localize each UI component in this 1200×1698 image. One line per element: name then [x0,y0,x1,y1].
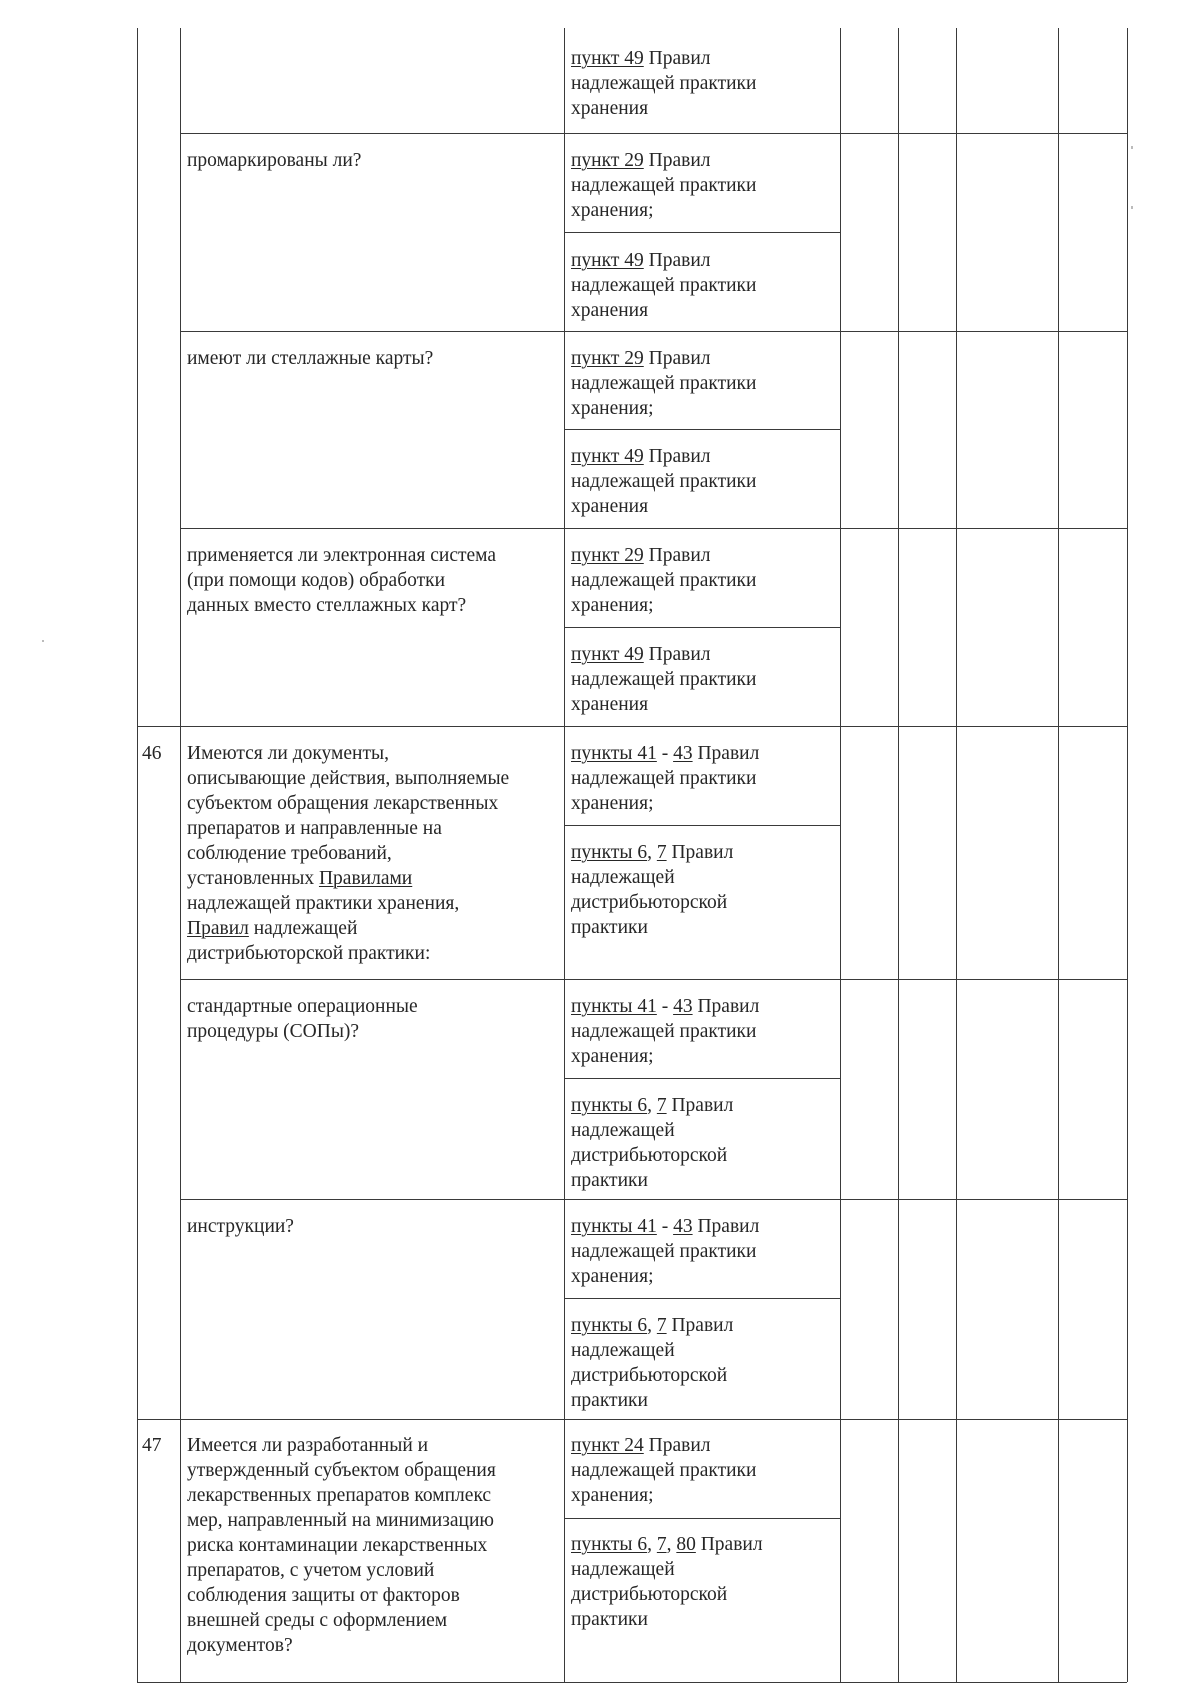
table-border-right [1127,28,1128,1682]
text-segment: препаратов, с учетом условий [187,1560,435,1581]
text-segment: надлежащей практики [571,768,757,789]
text-segment: Правил [692,996,760,1017]
row-separator [180,1199,1127,1200]
question-text-line [187,791,498,816]
row-separator [137,726,1127,727]
column-divider-check-3 [1058,28,1059,1682]
text-segment: хранения; [571,1485,654,1506]
text-segment: , [647,1095,657,1116]
text-segment: дистрибьюторской [571,1365,728,1386]
reference-separator [564,627,840,628]
reference-link[interactable]: 43 [673,996,693,1017]
text-segment: хранения; [571,595,654,616]
text-segment: Правил [692,743,760,764]
reference-separator [564,429,840,430]
question-text-line [187,1458,496,1483]
text-segment: надлежащей практики [571,570,757,591]
reference-text-line [571,1582,727,1607]
question-text-line [187,346,433,371]
reference-text-line [571,469,756,494]
reference-text-line [571,396,654,421]
reference-text-line [571,1313,733,1338]
reference-text-line [571,1363,727,1388]
text-segment: соблюдение требований, [187,843,392,864]
text-segment: утвержденный субъектом обращения [187,1460,496,1481]
text-segment: , [647,842,657,863]
text-segment: надлежащей [571,1559,675,1580]
reference-text-line [571,543,711,568]
question-text-line [187,941,430,966]
reference-link[interactable]: пункт 49 [571,250,644,271]
reference-text-line [571,46,711,71]
text-segment: - [656,743,674,764]
question-text-line [187,593,466,618]
row-separator [180,979,1127,980]
text-segment: хранения [571,98,649,119]
column-divider-question [564,28,565,1682]
reference-text-line [571,1483,654,1508]
reference-text-line [571,667,756,692]
text-segment: , [647,1534,657,1555]
reference-separator [564,1518,840,1519]
text-segment: соблюдения защиты от факторов [187,1585,460,1606]
text-segment: Правил [643,1435,711,1456]
text-segment: Правил [643,545,711,566]
question-text-line [187,741,389,766]
text-segment: дистрибьюторской [571,1145,728,1166]
reference-text-line [571,994,759,1019]
text-segment: хранения [571,496,649,517]
reference-text-line [571,890,727,915]
question-text-line [187,916,357,941]
question-text-line [187,891,459,916]
text-segment: Имеется ли разработанный и [187,1435,429,1456]
text-segment: препаратов и направленные на [187,818,442,839]
reference-text-line [571,371,756,396]
text-segment: Правил [666,1095,734,1116]
row-number: 46 [142,743,162,764]
text-segment: инструкции? [187,1216,294,1237]
question-text-line [187,1508,494,1533]
text-segment: хранения [571,300,649,321]
text-segment: практики [571,1609,648,1630]
reference-link[interactable]: 43 [673,1216,693,1237]
question-text-line [187,568,445,593]
question-text-line [187,1533,487,1558]
reference-link[interactable]: пункты 6 [571,1315,648,1336]
text-segment: хранения; [571,793,654,814]
text-segment: надлежащей практики [571,1021,757,1042]
text-segment: Имеются ли документы, [187,743,389,764]
question-text-line [187,841,392,866]
text-segment: практики [571,1390,648,1411]
question-text-line [187,766,509,791]
question-text-line [187,1558,434,1583]
reference-text-line [571,1239,756,1264]
question-text-line [187,1433,428,1458]
text-segment: имеют ли стеллажные карты? [187,348,434,369]
reference-text-line [571,741,759,766]
reference-link[interactable]: пункт 49 [571,48,644,69]
column-divider-reference [840,28,841,1682]
text-segment: - [656,1216,674,1237]
reference-separator [564,825,840,826]
text-segment: Правил [643,348,711,369]
reference-text-line [571,1093,733,1118]
reference-text-line [571,71,756,96]
reference-link[interactable]: 7 [656,1095,667,1116]
scan-speck [1131,206,1133,209]
reference-link[interactable]: пункт 49 [571,446,644,467]
reference-text-line [571,346,711,371]
reference-text-line [571,766,756,791]
reference-link[interactable]: 7 [656,842,667,863]
reference-text-line [571,642,711,667]
question-text-line [187,994,418,1019]
text-segment: , [666,1534,677,1555]
text-segment: (при помощи кодов) обработки [187,570,446,591]
reference-text-line [571,298,648,323]
text-segment: надлежащей практики [571,73,757,94]
text-segment: применяется ли электронная система [187,545,497,566]
text-segment: Правил [643,48,711,69]
text-segment: описывающие действия, выполняемые [187,768,510,789]
text-segment: данных вместо стеллажных карт? [187,595,467,616]
column-divider-check-2 [956,28,957,1682]
text-segment: надлежащей практики [571,275,757,296]
text-segment: хранения; [571,200,654,221]
scan-speck [1131,146,1133,149]
reference-text-line [571,840,733,865]
reference-text-line [571,96,648,121]
reference-text-line [571,148,711,173]
reference-text-line [571,1338,675,1363]
text-segment: хранения; [571,1266,654,1287]
text-segment: документов? [187,1635,293,1656]
text-segment: хранения; [571,1046,654,1067]
text-segment: дистрибьюторской практики: [187,943,431,964]
text-segment: Правил [643,446,711,467]
text-segment: субъектом обращения лекарственных [187,793,499,814]
reference-link[interactable]: 80 [676,1534,696,1555]
question-text-line [187,1214,294,1239]
text-segment: надлежащей практики [571,373,757,394]
reference-text-line [571,1433,711,1458]
reference-text-line [571,1388,648,1413]
text-segment: Правил [695,1534,763,1555]
reference-link[interactable]: Правилами [318,868,413,889]
reference-text-line [571,198,654,223]
reference-link[interactable]: пункт 29 [571,348,644,369]
row-number: 47 [142,1435,162,1456]
row-separator [180,133,1127,134]
reference-text-line [571,1044,654,1069]
reference-link[interactable]: 43 [673,743,693,764]
question-text-line [187,1483,491,1508]
reference-link[interactable]: пункты 41 [571,996,657,1017]
text-segment: промаркированы ли? [187,150,362,171]
question-text-line [187,543,496,568]
text-segment: хранения [571,694,649,715]
reference-text-line [571,1532,763,1557]
reference-link[interactable]: пункт 29 [571,150,644,171]
reference-link[interactable]: пункт 24 [571,1435,644,1456]
text-segment: Правил [692,1216,760,1237]
reference-text-line [571,1607,648,1632]
question-text-line [187,1633,293,1658]
text-segment: практики [571,917,648,938]
text-segment: надлежащей практики [571,1241,757,1262]
text-segment: надлежащей практики [571,669,757,690]
text-segment: надлежащей [571,1120,675,1141]
text-segment: надлежащей практики [571,471,757,492]
row-separator [180,528,1127,529]
reference-text-line [571,915,648,940]
reference-text-line [571,273,756,298]
column-divider-check-1 [898,28,899,1682]
reference-text-line [571,1143,727,1168]
reference-link[interactable]: пункт 29 [571,545,644,566]
reference-text-line [571,444,711,469]
reference-text-line [571,1458,756,1483]
text-segment: лекарственных препаратов комплекс [187,1485,492,1506]
reference-text-line [571,1264,654,1289]
text-segment: надлежащей практики хранения, [187,893,460,914]
text-segment: Правил [643,150,711,171]
question-text-line [187,148,361,173]
text-segment: хранения; [571,398,654,419]
text-segment: надлежащей [571,1340,675,1361]
reference-link[interactable]: пункт 49 [571,644,644,665]
scan-speck [42,640,44,642]
reference-text-line [571,1118,675,1143]
reference-link[interactable]: 7 [656,1534,667,1555]
reference-text-line [571,865,675,890]
text-segment: стандартные операционные [187,996,418,1017]
row-separator [137,1419,1127,1420]
text-segment: Правил [666,842,734,863]
question-text-line [187,1583,460,1608]
reference-text-line [571,248,711,273]
text-segment: , [647,1315,657,1336]
reference-text-line [571,791,654,816]
table-border-bottom [137,1682,1127,1683]
text-segment: дистрибьюторской [571,1584,728,1605]
row-separator [180,331,1127,332]
text-segment: Правил [666,1315,734,1336]
column-divider-number [180,28,181,1682]
table-border-left [137,28,138,1682]
text-segment: Правил [643,644,711,665]
reference-text-line [571,494,648,519]
text-segment: надлежащей практики [571,175,757,196]
text-segment: - [656,996,674,1017]
text-segment: практики [571,1170,648,1191]
reference-text-line [571,692,648,717]
reference-separator [564,1078,840,1079]
reference-link[interactable]: пункты 6 [571,842,648,863]
reference-link[interactable]: 7 [656,1315,667,1336]
reference-text-line [571,1214,759,1239]
text-segment: мер, направленный на минимизацию [187,1510,494,1531]
reference-link[interactable]: Правил [187,918,249,939]
question-text-line [187,866,412,891]
reference-text-line [571,568,756,593]
text-segment: надлежащей практики [571,1460,757,1481]
reference-text-line [571,1557,675,1582]
question-text-line [187,1019,359,1044]
text-segment: надлежащей [248,918,358,939]
text-segment: процедуры (СОПы)? [187,1021,360,1042]
reference-link[interactable]: пункты 6 [571,1095,648,1116]
text-segment: Правил [643,250,711,271]
text-segment: риска контаминации лекарственных [187,1535,488,1556]
reference-text-line [571,1168,648,1193]
reference-text-line [571,173,756,198]
reference-separator [564,232,840,233]
text-segment: внешней среды с оформлением [187,1610,448,1631]
reference-text-line [571,1019,756,1044]
reference-text-line [571,593,654,618]
text-segment: установленных [187,868,319,889]
reference-link[interactable]: пункты 41 [571,1216,657,1237]
text-segment: дистрибьюторской [571,892,728,913]
reference-link[interactable]: пункты 41 [571,743,657,764]
question-text-line [187,1608,447,1633]
reference-link[interactable]: пункты 6 [571,1534,648,1555]
text-segment: надлежащей [571,867,675,888]
question-text-line [187,816,442,841]
reference-separator [564,1298,840,1299]
